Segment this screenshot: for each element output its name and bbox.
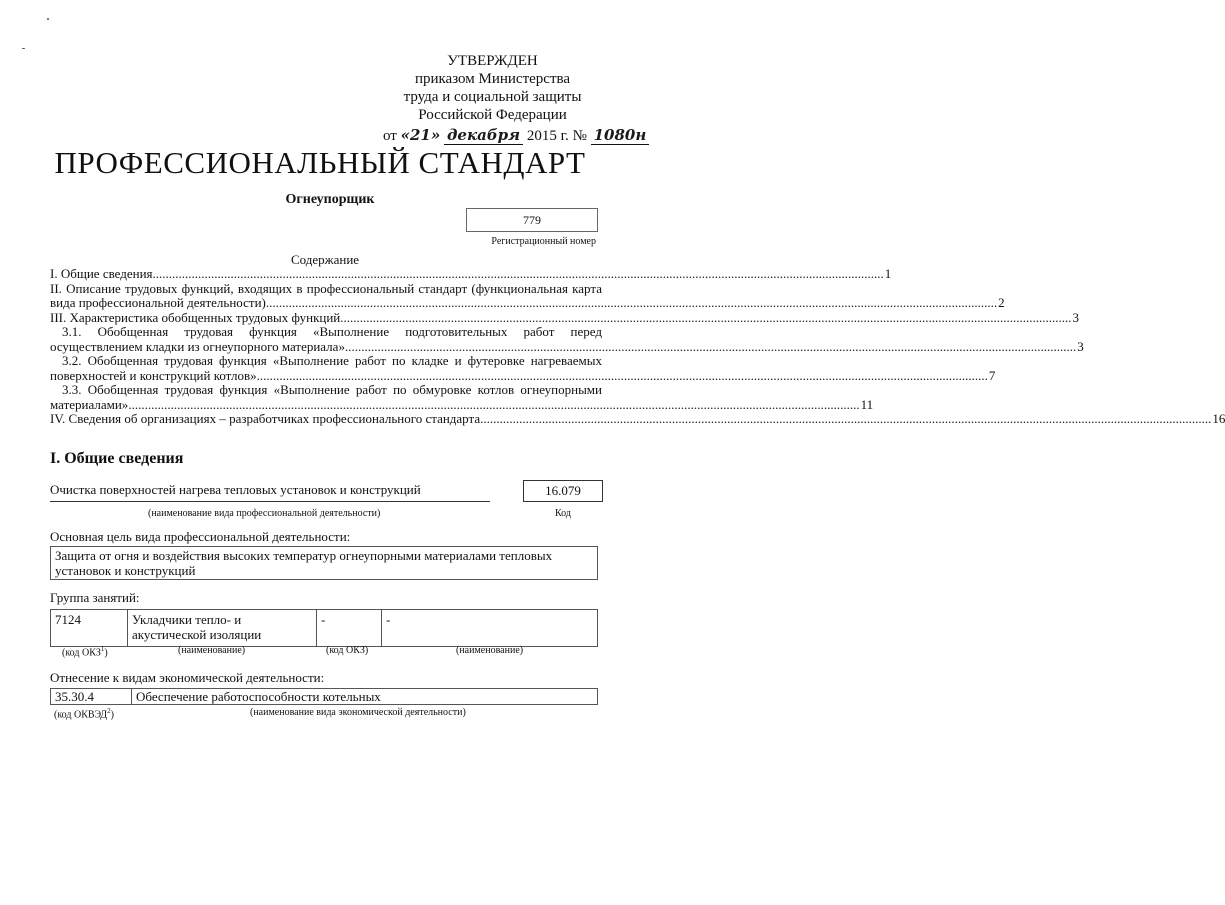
standard-name: Огнеупорщик: [285, 192, 375, 207]
toc-leader: [257, 369, 988, 384]
economic-activity-name-caption: (наименование вида экономической деятельности): [250, 707, 466, 718]
okz-code-cell: 7124: [51, 610, 128, 647]
activity-code-caption: Код: [555, 508, 571, 519]
toc-leader: [345, 340, 1076, 355]
section-heading: I. Общие сведения: [50, 450, 184, 467]
toc-leader: [128, 398, 859, 413]
economic-activity-heading: Отнесение к видам экономической деятельности:: [50, 670, 325, 685]
registration-number-label: Регистрационный номер: [491, 236, 596, 247]
toc-item[interactable]: [50, 353, 996, 383]
activity-caption: (наименование вида профессиональной деятельности): [148, 508, 381, 519]
goal-box: Защита от огня и воздействия высоких температур огнеупорными материалами тепловых установок и конструкций: [50, 546, 598, 580]
toc-leader: [340, 311, 1071, 326]
toc-item[interactable]: [50, 324, 1084, 354]
economic-activity-name-cell: Обеспечение работоспособности котельных: [132, 689, 598, 705]
toc-item-text: вида профессиональной деятельности): [50, 295, 266, 310]
toc-page: 3: [1077, 338, 1084, 354]
toc-item-text: I. Общие сведения: [50, 266, 153, 281]
approval-line: УТВЕРЖДЕН: [447, 53, 538, 69]
activity-name: Очистка поверхностей нагрева тепловых установок и конструкций: [50, 482, 421, 497]
occupation-table: [50, 609, 598, 647]
activity-underline: [50, 501, 490, 502]
order-number-handwritten: 1080н: [591, 126, 650, 145]
order-date-line: [383, 126, 649, 145]
table-of-contents: [50, 266, 1225, 427]
toc-leader: [153, 267, 884, 282]
activity-code-box: 16.079: [523, 480, 603, 502]
toc-item-text: 3.3. Обобщенная трудовая функция «Выполнение работ по обмуровке котлов огнеупорными: [62, 382, 602, 397]
occupation-group-heading: Группа занятий:: [50, 590, 140, 605]
approval-block: [380, 52, 605, 124]
economic-activity-table: [50, 688, 598, 705]
toc-item-text: поверхностей и конструкций котлов»: [50, 367, 257, 383]
toc-leader: [266, 296, 997, 311]
toc-page: 16: [1212, 411, 1225, 426]
toc-item-text: IV. Сведения об организациях – разработчиках профессионального стандарта: [50, 411, 481, 426]
goal-heading: Основная цель вида профессиональной деятельности:: [50, 529, 351, 544]
order-year: 2015 г.: [526, 128, 569, 144]
toc-item-text: 3.2. Обобщенная трудовая функция «Выполнение работ по кладке и футеровке нагреваемых: [62, 353, 602, 368]
toc-heading: Содержание: [290, 252, 360, 267]
okved-code-cell: 35.30.4: [51, 689, 132, 705]
approval-line: приказом Министерства: [414, 71, 571, 87]
toc-item[interactable]: [50, 411, 1225, 427]
okz-code-caption: (код ОКЗ$^1$): [62, 645, 108, 659]
occupation-name-cell: -: [382, 610, 598, 647]
toc-page: 11: [860, 396, 874, 412]
toc-item[interactable]: [50, 382, 874, 412]
approval-line: труда и социальной защиты: [403, 89, 582, 105]
toc-item-text: осуществлением кладки из огнеупорного материала»: [50, 338, 345, 354]
toc-item-text: III. Характеристика обобщенных трудовых функций: [50, 309, 341, 325]
order-month-handwritten: декабря: [444, 126, 523, 145]
okz-code-cell: -: [317, 610, 382, 647]
order-day: «21»: [400, 126, 441, 144]
toc-page: 1: [884, 266, 892, 281]
scan-speck: [47, 18, 49, 20]
toc-item-text: II. Описание трудовых функций, входящих в профессиональный стандарт (функциональная карта: [50, 280, 602, 296]
document-title: ПРОФЕССИОНАЛЬНЫЙ СТАНДАРТ: [54, 145, 586, 180]
toc-item-text: 3.1. Обобщенная трудовая функция «Выполнение подготовительных работ перед: [62, 324, 602, 339]
table-row: [51, 610, 598, 647]
scan-speck: [22, 48, 25, 49]
number-sign: №: [572, 128, 587, 144]
approval-line: Российской Федерации: [418, 107, 567, 123]
toc-page: 3: [1072, 309, 1080, 325]
occupation-name-caption: (наименование): [178, 645, 246, 656]
toc-item[interactable]: [50, 280, 1005, 311]
toc-item[interactable]: [50, 266, 892, 282]
registration-number-box: 779: [466, 208, 598, 232]
okved-code-caption: (код ОКВЭД$^2$): [54, 707, 114, 721]
occupation-name-caption: (наименование): [456, 645, 524, 656]
occupation-name-cell: Укладчики тепло- и акустической изоляции: [128, 610, 317, 647]
toc-page: 7: [988, 367, 996, 383]
toc-leader: [480, 412, 1211, 427]
toc-page: 2: [998, 295, 1005, 310]
toc-item[interactable]: [50, 309, 1080, 326]
okz-code-caption: (код ОКЗ): [326, 645, 369, 656]
toc-item-text: материалами»: [50, 396, 129, 412]
from-label: от: [383, 128, 397, 144]
table-row: [51, 689, 598, 705]
